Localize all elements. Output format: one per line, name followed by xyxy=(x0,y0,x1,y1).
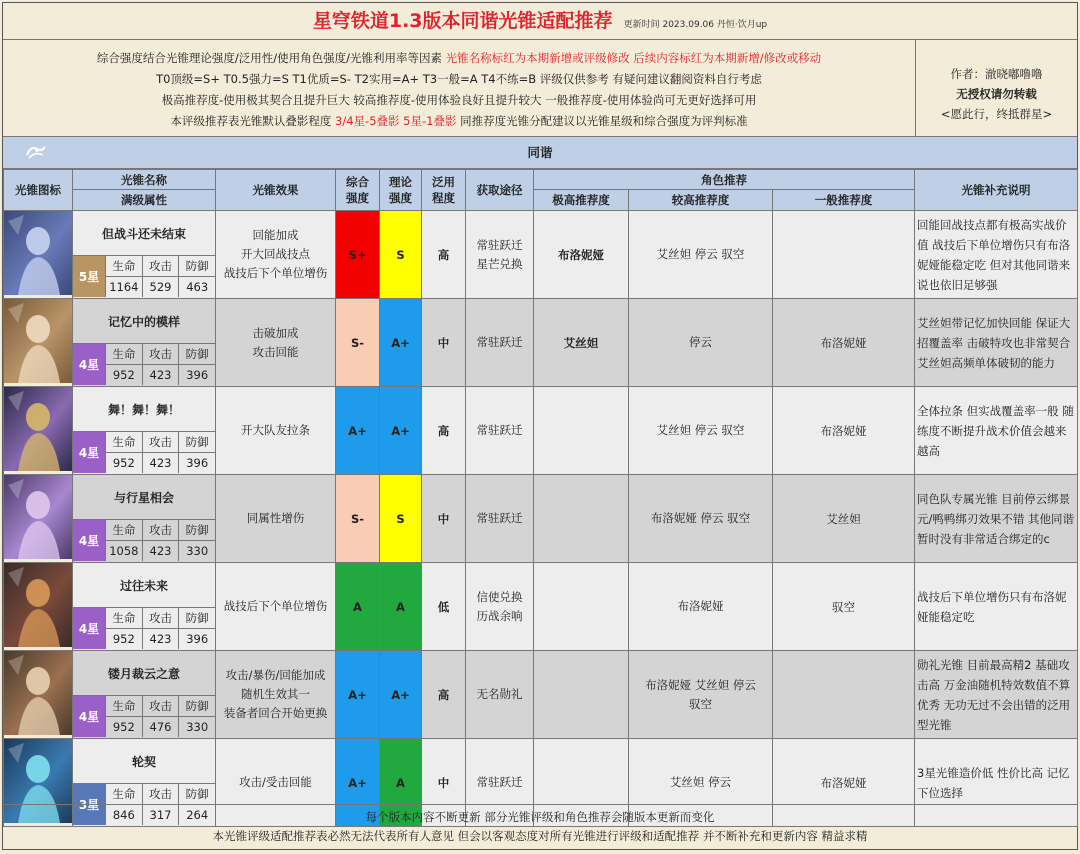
effect-line: 同属性增伤 xyxy=(246,511,305,525)
theory-grade: S xyxy=(380,475,422,563)
col-rec-high: 极高推荐度 xyxy=(534,190,629,211)
stat-atk: 317 xyxy=(143,804,179,825)
stat-def: 330 xyxy=(179,716,215,737)
col-notes: 光锥补充说明 xyxy=(915,170,1078,211)
stat-label-hp: 生命 xyxy=(112,786,136,801)
stat-label-atk: 攻击 xyxy=(149,258,172,273)
author-name: 作者：澈晓嘟噜噜 xyxy=(950,67,1043,81)
light-cone-info xyxy=(73,299,216,387)
source-line: 常驻跃迁 xyxy=(476,237,523,252)
rec-mid xyxy=(629,299,773,387)
theory-grade: S xyxy=(380,211,422,299)
rec-low: 布洛妮娅 xyxy=(773,387,915,475)
intro-panel xyxy=(3,40,916,137)
overall-grade: A xyxy=(336,563,380,651)
rec-mid xyxy=(629,563,773,651)
col-general: 泛用程度 xyxy=(422,170,466,211)
notes: 全体拉条 但实战覆盖率一般 随练度不断提升战术价值会越来越高 xyxy=(915,387,1078,475)
notes: 同色队专属光锥 目前停云绑景元/鸭鸭绑刃效果不错 其他同谐暂时没有非常适合绑定的c xyxy=(915,475,1078,563)
rec-mid-line: 布洛妮娅 停云 驭空 xyxy=(650,511,751,525)
table-row xyxy=(4,651,1078,739)
light-cone-portrait xyxy=(4,299,73,387)
stat-def: 264 xyxy=(179,804,215,825)
rec-high: 布洛妮娅 xyxy=(534,211,629,299)
stat-label-def: 防御 xyxy=(185,434,209,449)
light-cone-portrait xyxy=(4,651,73,739)
rec-mid-line: 艾丝妲 停云 驭空 xyxy=(656,423,745,437)
stat-def: 463 xyxy=(179,276,215,297)
overall-grade: A+ xyxy=(336,387,380,475)
stat-hp: 846 xyxy=(106,804,142,825)
light-cone-portrait xyxy=(4,387,73,475)
rec-mid-line: 布洛妮娅 艾丝妲 停云 xyxy=(645,677,756,692)
stat-atk: 529 xyxy=(143,276,179,297)
notes: 3星光锥造价低 性价比高 记忆下位选择 xyxy=(915,739,1078,827)
overall-grade: S- xyxy=(336,299,380,387)
light-cone-portrait xyxy=(4,563,73,651)
generality: 高 xyxy=(422,211,466,299)
rec-mid-line: 艾丝妲 停云 驭空 xyxy=(656,247,745,261)
light-cone-effect xyxy=(216,563,336,651)
stat-label-atk: 攻击 xyxy=(149,522,172,537)
footer xyxy=(3,804,1077,850)
rec-high xyxy=(534,563,629,651)
stat-label-atk: 攻击 xyxy=(149,610,172,625)
effect-line: 攻击回能 xyxy=(252,344,299,359)
light-cone-name: 记忆中的模样 xyxy=(73,301,215,344)
stat-atk: 423 xyxy=(143,452,179,473)
light-cone-name: 过往未来 xyxy=(73,565,215,608)
theory-grade: A+ xyxy=(380,299,422,387)
notes: 艾丝妲带记忆加快回能 保证大招覆盖率 击破特攻也非常契合艾丝妲高频单体破韧的能力 xyxy=(915,299,1078,387)
page xyxy=(2,2,1078,850)
footer-line-1: 每个版本内容不断更新 部分光锥评级和角色推荐会随版本更新而变化 xyxy=(365,810,715,824)
stat-hp: 1164 xyxy=(106,276,142,297)
effect-line: 攻击/暴伤/回能加成 xyxy=(225,668,326,682)
rec-low: 驭空 xyxy=(773,563,915,651)
stat-label-atk: 攻击 xyxy=(149,698,172,713)
rec-high: 艾丝妲 xyxy=(534,299,629,387)
stat-label-hp: 生命 xyxy=(112,698,136,713)
light-cone-portrait xyxy=(4,211,73,299)
stat-atk: 423 xyxy=(143,628,179,649)
light-cone-effect xyxy=(216,211,336,299)
footer-line-2: 本光锥评级适配推荐表必然无法代表所有人意见 但会以客观态度对所有光锥进行评级和适配推荐 并不断补充和更新内容 精益求精 xyxy=(212,829,868,843)
stat-label-def: 防御 xyxy=(185,610,209,625)
overall-grade: S- xyxy=(336,475,380,563)
intro-text: 本评级推荐表光锥默认叠影程度 xyxy=(170,114,332,128)
generality: 中 xyxy=(422,475,466,563)
light-cone-name: 与行星相会 xyxy=(73,477,215,520)
theory-grade: A+ xyxy=(380,651,422,739)
star-rarity-badge: 3星 xyxy=(73,784,106,825)
light-cone-info xyxy=(73,475,216,563)
effect-line: 开大回战技点 xyxy=(241,247,310,261)
generality: 中 xyxy=(422,739,466,827)
stat-hp: 1058 xyxy=(106,540,142,561)
stat-def: 396 xyxy=(179,452,215,473)
source xyxy=(466,563,534,651)
intro-text: 综合强度结合光锥理论强度/泛用性/使用角色强度/光锥利用率等因素 xyxy=(96,51,442,65)
intro-line-2: T0顶级=S+ T0.5强力=S T1优质=S- T2实用=A+ T3一般=A T4不练=B 评级仅供参考 有疑问建议翻阅资料自行考虑 xyxy=(156,72,762,86)
stat-label-atk: 攻击 xyxy=(149,786,172,801)
col-rec-low: 一般推荐度 xyxy=(773,190,915,211)
table-row xyxy=(4,563,1078,651)
table-row xyxy=(4,387,1078,475)
source-line: 星芒兑换 xyxy=(476,256,523,271)
col-name: 光锥名称 xyxy=(73,170,216,190)
source-line: 常驻跃迁 xyxy=(476,775,523,789)
source xyxy=(466,387,534,475)
author-motto: <愿此行，终抵群星> xyxy=(940,107,1053,121)
stat-label-hp: 生命 xyxy=(112,346,136,361)
light-cone-effect xyxy=(216,299,336,387)
light-cone-table xyxy=(3,169,1078,827)
generality: 低 xyxy=(422,563,466,651)
col-overall: 综合强度 xyxy=(336,170,380,211)
theory-grade: A xyxy=(380,739,422,827)
theory-grade: A xyxy=(380,563,422,651)
star-rarity-badge: 4星 xyxy=(73,344,106,385)
generality: 高 xyxy=(422,387,466,475)
stat-hp: 952 xyxy=(106,452,142,473)
rec-low: 布洛妮娅 xyxy=(773,299,915,387)
light-cone-portrait-art xyxy=(4,299,72,383)
source-line: 常驻跃迁 xyxy=(476,335,523,349)
effect-line: 攻击/受击回能 xyxy=(239,775,312,789)
stat-atk: 423 xyxy=(143,364,179,385)
title-bar xyxy=(3,3,1077,40)
effect-line: 回能加成 xyxy=(252,228,299,242)
generality: 高 xyxy=(422,651,466,739)
rec-low: 布洛妮娅 xyxy=(773,739,915,827)
source-line: 信使兑换 xyxy=(476,589,523,604)
overall-grade: A+ xyxy=(336,651,380,739)
stat-label-hp: 生命 xyxy=(112,522,136,537)
effect-line: 战技后下个单位增伤 xyxy=(223,599,328,613)
update-time: 更新时间 2023.09.06 丹恒·饮月up xyxy=(623,20,768,30)
copyright-notice: 无授权请勿转载 xyxy=(956,87,1037,101)
page-title: 星穹铁道1.3版本同谐光锥适配推荐 xyxy=(312,10,613,32)
effect-line: 随机生效其一 xyxy=(241,687,310,701)
stat-hp: 952 xyxy=(106,364,142,385)
rec-low xyxy=(773,211,915,299)
stat-label-hp: 生命 xyxy=(112,434,136,449)
generality: 中 xyxy=(422,299,466,387)
rec-mid-line: 停云 xyxy=(689,335,712,349)
stat-label-def: 防御 xyxy=(185,258,209,273)
notes: 勋礼光锥 目前最高精2 基础攻击高 万金油随机特效数值不算优秀 无功无过不会出错的泛用型光锥 xyxy=(915,651,1078,739)
light-cone-effect xyxy=(216,475,336,563)
theory-grade: A+ xyxy=(380,387,422,475)
intro-line-4 xyxy=(3,111,915,132)
stat-atk: 476 xyxy=(143,716,179,737)
effect-line: 装备者回合开始更换 xyxy=(223,706,328,720)
stat-label-def: 防御 xyxy=(185,346,209,361)
rec-high xyxy=(534,475,629,563)
light-cone-info xyxy=(73,211,216,299)
rec-mid xyxy=(629,475,773,563)
rec-low xyxy=(773,651,915,739)
light-cone-name: 镂月裁云之意 xyxy=(73,653,215,696)
light-cone-portrait-art xyxy=(4,651,72,735)
star-rarity-badge: 4星 xyxy=(73,432,106,473)
source xyxy=(466,475,534,563)
effect-line: 战技后下个单位增伤 xyxy=(223,266,328,280)
source-line: 无名勋礼 xyxy=(476,687,523,701)
source xyxy=(466,651,534,739)
table-row xyxy=(4,299,1078,387)
stat-label-hp: 生命 xyxy=(112,610,136,625)
col-rec-mid: 较高推荐度 xyxy=(629,190,773,211)
source-line: 常驻跃迁 xyxy=(476,511,523,525)
light-cone-portrait xyxy=(4,475,73,563)
light-cone-info xyxy=(73,387,216,475)
stat-label-hp: 生命 xyxy=(112,258,136,273)
light-cone-name: 舞！舞！舞！ xyxy=(73,389,215,432)
col-attr: 满级属性 xyxy=(73,190,216,211)
rec-high xyxy=(534,651,629,739)
star-rarity-badge: 4星 xyxy=(73,520,106,561)
col-recommend: 角色推荐 xyxy=(534,170,915,190)
source-line: 常驻跃迁 xyxy=(476,423,523,437)
author-panel xyxy=(916,40,1077,137)
stat-def: 396 xyxy=(179,628,215,649)
stat-label-def: 防御 xyxy=(185,522,209,537)
intro-line-1 xyxy=(3,48,915,69)
light-cone-name: 但战斗还未结束 xyxy=(73,213,215,256)
section-header xyxy=(3,137,1077,169)
rec-mid xyxy=(629,651,773,739)
intro-red-text: 3/4星-5叠影 5星-1叠影 xyxy=(335,114,457,128)
table-row xyxy=(4,475,1078,563)
rec-mid xyxy=(629,387,773,475)
notes: 战技后下单位增伤只有布洛妮娅能稳定吃 xyxy=(915,563,1078,651)
rec-mid-line: 艾丝妲 停云 xyxy=(669,775,732,789)
notes: 回能回战技点都有极高实战价值 战技后下单位增伤只有布洛妮娅能稳定吃 但对其他同谐来说也依旧足够强 xyxy=(915,211,1078,299)
light-cone-portrait-art xyxy=(4,475,72,559)
rec-mid-line: 驭空 xyxy=(689,696,712,711)
source xyxy=(466,211,534,299)
stat-label-def: 防御 xyxy=(185,786,209,801)
table-row xyxy=(4,211,1078,299)
stat-label-def: 防御 xyxy=(185,698,209,713)
harmony-path-icon xyxy=(25,143,47,161)
stat-def: 330 xyxy=(179,540,215,561)
intro-line-3: 极高推荐度-使用极其契合且提升巨大 较高推荐度-使用体验良好且提升较大 一般推荐度-使用体验尚可无更好选择可用 xyxy=(161,93,757,107)
col-effect: 光锥效果 xyxy=(216,170,336,211)
light-cone-name: 轮契 xyxy=(73,741,215,784)
stat-label-atk: 攻击 xyxy=(149,346,172,361)
source xyxy=(466,299,534,387)
light-cone-info xyxy=(73,563,216,651)
effect-line: 开大队友拉条 xyxy=(241,423,310,437)
intro-text: 同推荐度光锥分配建议以光锥星级和综合强度为评判标准 xyxy=(460,114,748,128)
effect-line: 击破加成 xyxy=(252,325,299,340)
star-rarity-badge: 4星 xyxy=(73,608,106,649)
header-row xyxy=(4,170,1078,190)
stat-hp: 952 xyxy=(106,716,142,737)
star-rarity-badge: 4星 xyxy=(73,696,106,737)
stat-atk: 423 xyxy=(143,540,179,561)
col-icon: 光锥图标 xyxy=(4,170,73,211)
light-cone-portrait-art xyxy=(4,563,72,647)
stat-label-atk: 攻击 xyxy=(149,434,172,449)
section-title: 同谐 xyxy=(527,145,553,160)
rec-high xyxy=(534,387,629,475)
rec-low: 艾丝妲 xyxy=(773,475,915,563)
light-cone-effect xyxy=(216,651,336,739)
overall-grade: A+ xyxy=(336,739,380,827)
stat-hp: 952 xyxy=(106,628,142,649)
star-rarity-badge: 5星 xyxy=(73,256,106,297)
col-theory: 理论强度 xyxy=(380,170,422,211)
rec-mid-line: 布洛妮娅 xyxy=(677,599,724,613)
light-cone-info xyxy=(73,651,216,739)
light-cone-portrait-art xyxy=(4,387,72,471)
light-cone-portrait-art xyxy=(4,211,72,295)
source-line: 历战余响 xyxy=(476,608,523,623)
overall-grade: S+ xyxy=(336,211,380,299)
light-cone-effect xyxy=(216,387,336,475)
rec-mid xyxy=(629,211,773,299)
col-source: 获取途径 xyxy=(466,170,534,211)
intro-red-text: 光锥名称标红为本期新增或评级修改 后续内容标红为本期新增/修改或移动 xyxy=(445,51,822,65)
stat-def: 396 xyxy=(179,364,215,385)
